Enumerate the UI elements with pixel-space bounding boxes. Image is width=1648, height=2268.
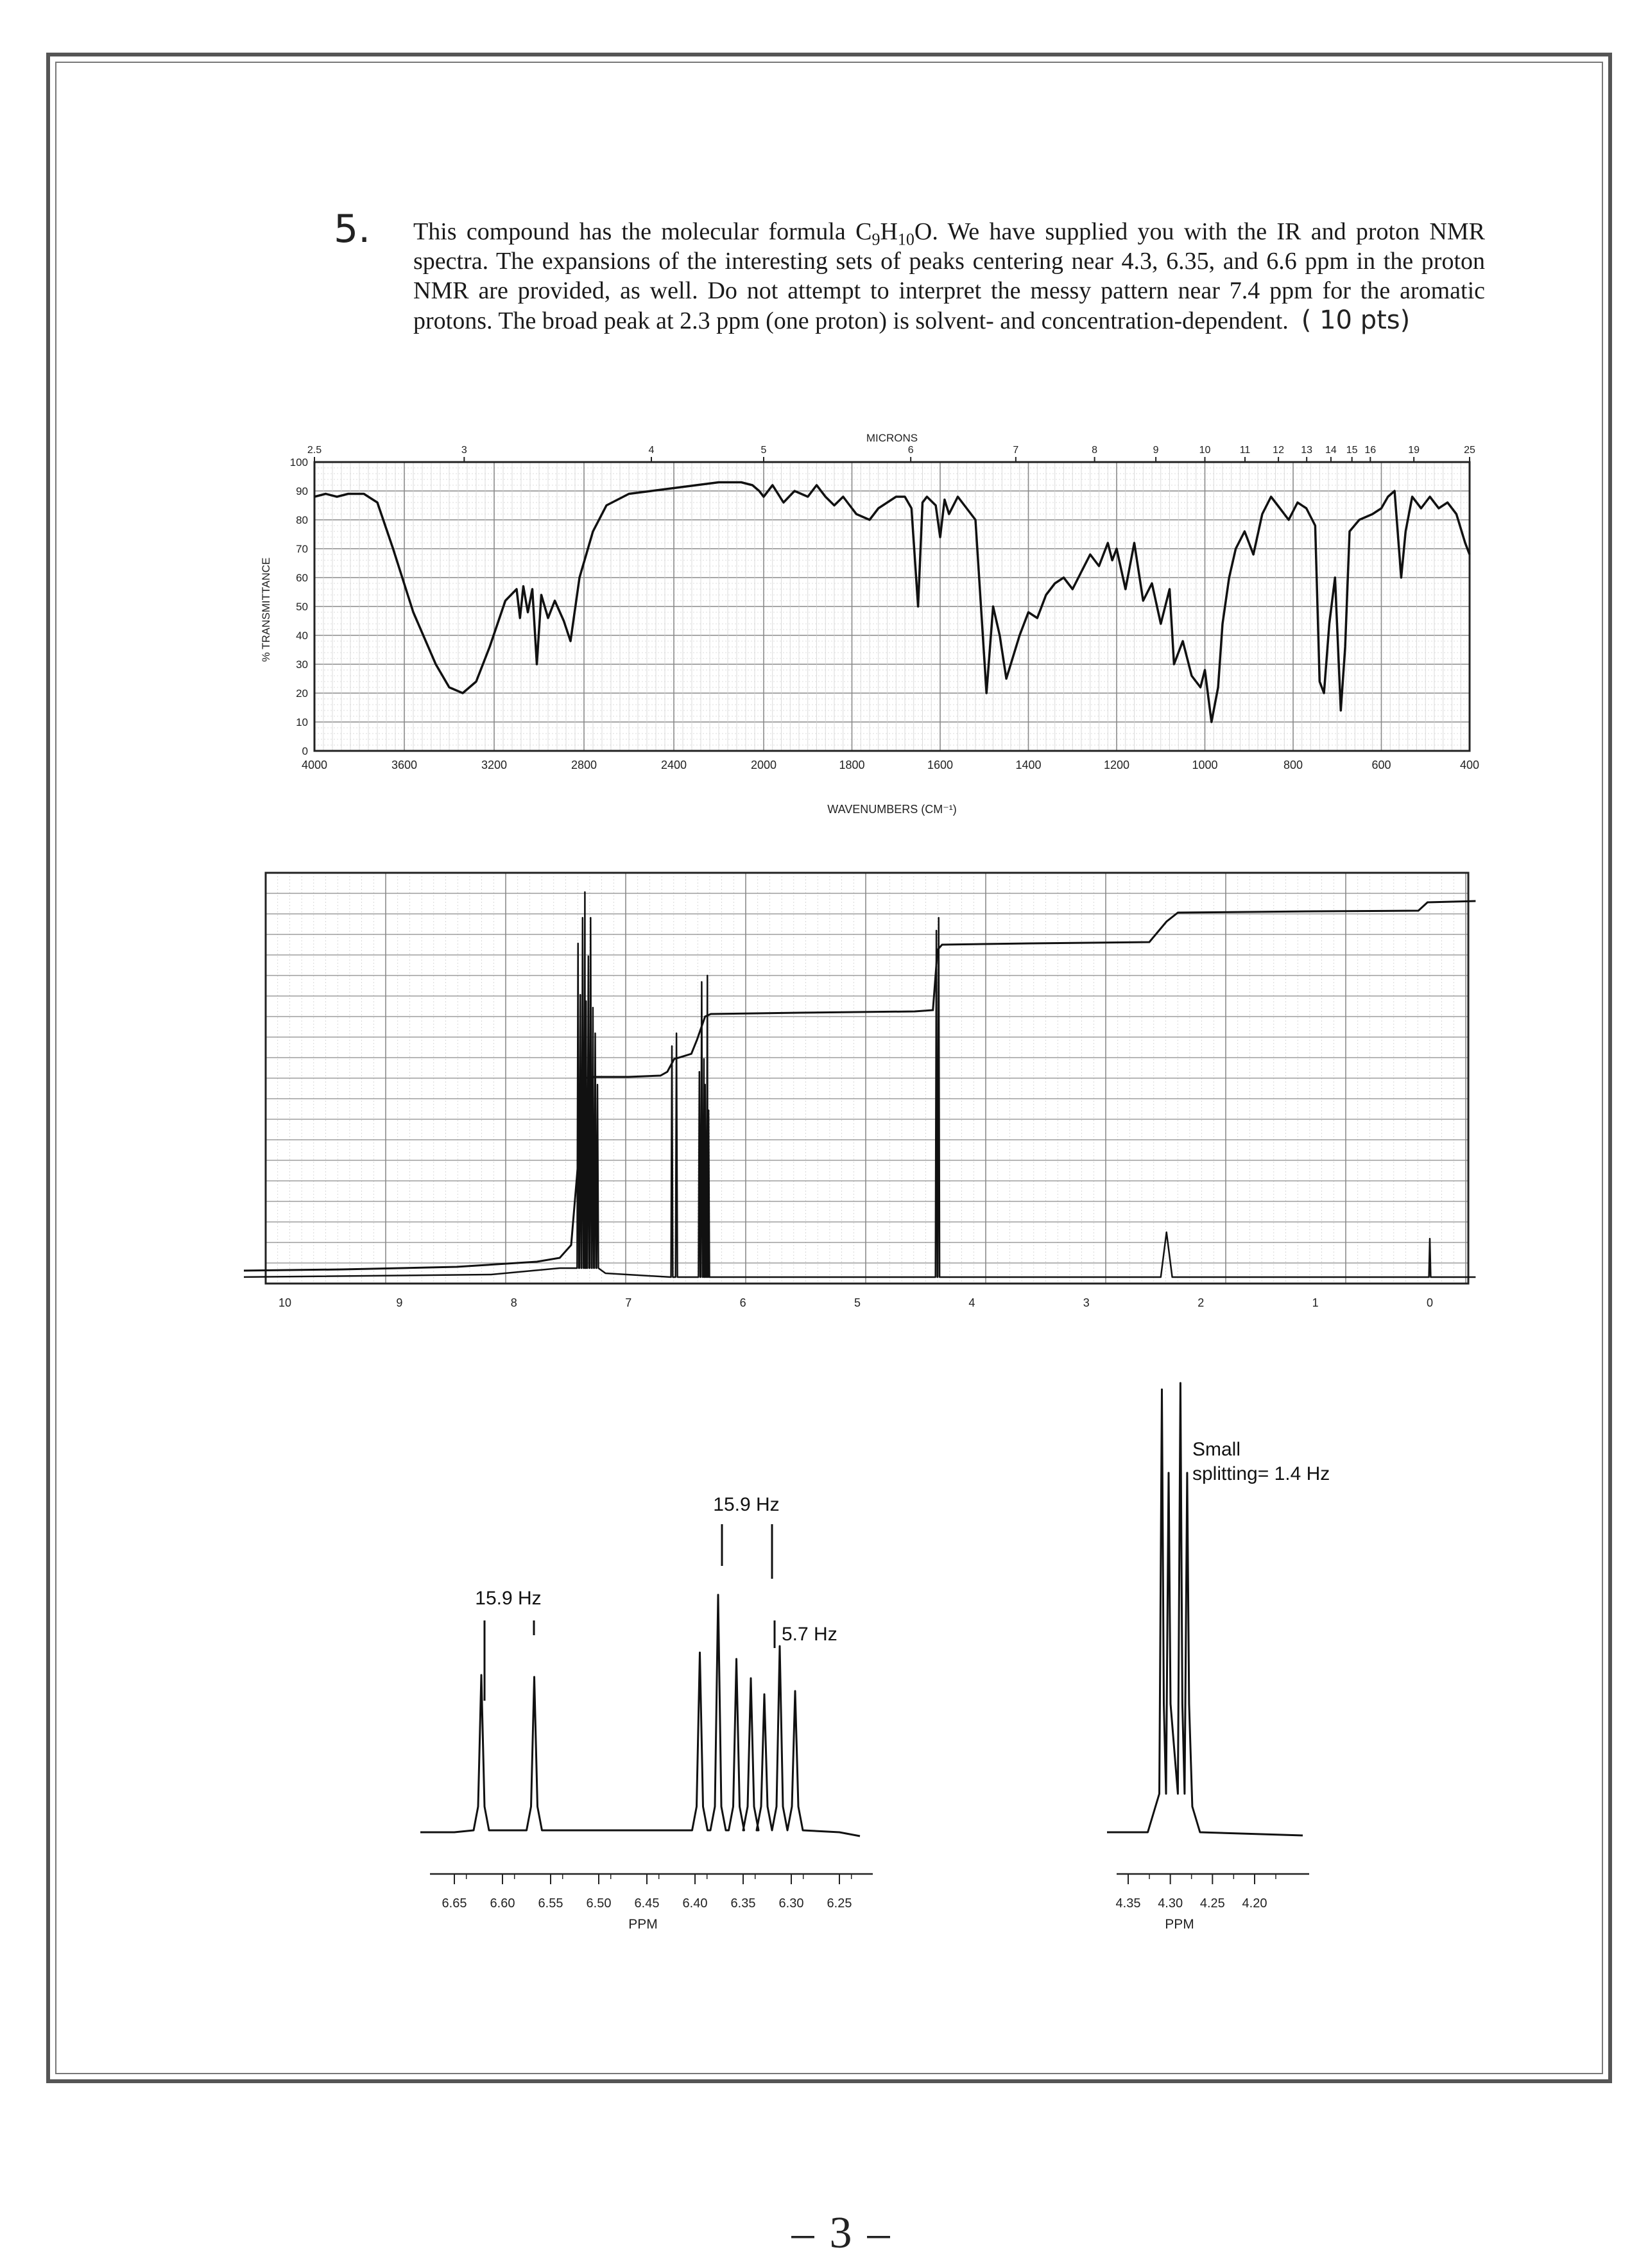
ir-y-tick-label: 60 <box>296 572 308 584</box>
ir-x-tick-label: 2800 <box>571 759 597 771</box>
ir-micron-tick-label: 14 <box>1325 445 1337 456</box>
ir-micron-tick-label: 5 <box>760 445 767 456</box>
ir-x-tick-label: 1200 <box>1103 759 1130 771</box>
ir-y-tick-label: 50 <box>296 601 308 613</box>
nmr-x-ticks <box>279 1296 1433 1309</box>
subscript-hydrogen: 10 <box>897 230 914 249</box>
nmr-grid <box>266 873 1468 1284</box>
ir-micron-tick-label: 16 <box>1364 445 1377 456</box>
ir-spectrum <box>244 424 1489 821</box>
ir-micron-tick-label: 25 <box>1464 445 1475 456</box>
nmr-x-tick-label: 9 <box>396 1296 403 1309</box>
dd-large-coupling-label: 15.9 Hz <box>713 1494 780 1515</box>
question-number: 5. <box>334 207 371 252</box>
nmr-spectrum <box>244 860 1489 1309</box>
ir-y-tick-label: 20 <box>296 687 308 700</box>
nmr-x-tick-label: 7 <box>625 1296 632 1309</box>
nmr-x-tick-label: 4 <box>968 1296 975 1309</box>
expansion-vinyl-tick-label: 6.55 <box>538 1896 563 1911</box>
nmr-x-tick-label: 6 <box>739 1296 746 1309</box>
ir-y-tick-label: 100 <box>289 456 308 468</box>
nmr-x-tick-label: 3 <box>1083 1296 1090 1309</box>
ir-y-tick-label: 80 <box>296 514 308 526</box>
page-number-value: 3 <box>829 2208 852 2258</box>
page-number <box>764 2208 918 2259</box>
expansion-ch2-tick-label: 4.30 <box>1158 1896 1183 1911</box>
ir-x-tick-label: 2400 <box>660 759 687 771</box>
expansion-vinyl-tick-label: 6.65 <box>442 1896 467 1911</box>
ir-x-tick-label: 1800 <box>839 759 865 771</box>
page-number-dash-left: – <box>791 2208 814 2258</box>
ir-micron-tick-label: 8 <box>1092 445 1098 456</box>
expansion-vinyl-tick-label: 6.45 <box>634 1896 660 1911</box>
ir-micron-tick-label: 12 <box>1273 445 1284 456</box>
ir-x-tick-label: 1400 <box>1015 759 1042 771</box>
ir-y-tick-label: 40 <box>296 630 308 642</box>
ir-x-tick-label: 1600 <box>927 759 954 771</box>
expansion-vinyl-tick-label: 6.25 <box>827 1896 852 1911</box>
ir-y-axis-label: % TRANSMITTANCE <box>260 557 272 662</box>
nmr-x-tick-label: 8 <box>510 1296 517 1309</box>
expansion-ch2-tick-label: 4.35 <box>1115 1896 1141 1911</box>
expansion-vinyl-spectrum <box>411 1476 898 1964</box>
expansion-vinyl-tick-label: 6.40 <box>682 1896 708 1911</box>
ir-y-ticks <box>290 456 308 757</box>
ir-x-tick-label: 3600 <box>391 759 418 771</box>
ir-micron-tick-label: 13 <box>1301 445 1313 456</box>
ir-x-tick-label: 4000 <box>301 759 328 771</box>
ir-y-tick-label: 0 <box>302 745 308 757</box>
ir-micron-tick-label: 10 <box>1199 445 1211 456</box>
expansion-ch2-tick-label: 4.25 <box>1199 1896 1225 1911</box>
ir-micron-tick-label: 4 <box>648 445 655 456</box>
ir-y-tick-label: 90 <box>296 485 308 497</box>
ir-y-tick-label: 70 <box>296 543 308 555</box>
doublet-coupling-label: 15.9 Hz <box>475 1588 542 1609</box>
ir-trace <box>314 483 1470 723</box>
expansion-vinyl-x-label: PPM <box>628 1917 658 1932</box>
page-number-dash-right: – <box>867 2208 890 2258</box>
ir-micron-tick-label: 15 <box>1346 445 1358 456</box>
ir-x-tick-label: 3200 <box>481 759 508 771</box>
ir-micron-tick-label: 6 <box>907 445 914 456</box>
ir-micron-tick-label: 7 <box>1013 445 1019 456</box>
subscript-carbon: 9 <box>871 230 880 249</box>
expansion-vinyl-ticks <box>442 1874 852 1911</box>
question-text-part3: O. We have supplied you with the IR and proton NMR spectra. The expansions of the interesting sets of peaks centering near 4.3, 6.35, and 6.6 ppm in the proton NMR are provided, as well. Do not attempt to interpret the messy pattern near 7.4 ppm for the aromatic protons. The broad peak at 2.3 ppm (one proton) is solvent- and concentration-dependent. <box>413 218 1485 334</box>
nmr-x-tick-label: 10 <box>278 1296 292 1309</box>
question-text <box>413 217 1485 336</box>
expansion-ch2-spectrum <box>1104 1373 1540 1964</box>
ir-micron-tick-label: 2.5 <box>307 445 322 456</box>
ir-x-tick-label: 800 <box>1283 759 1303 771</box>
ir-micron-tick-label: 3 <box>461 445 467 456</box>
question-text-part2: H <box>880 218 898 245</box>
nmr-integral-curve <box>244 901 1475 1271</box>
expansion-vinyl-tick-label: 6.35 <box>730 1896 756 1911</box>
nmr-x-tick-label: 1 <box>1312 1296 1319 1309</box>
expansion-ch2-tick-label: 4.20 <box>1242 1896 1267 1911</box>
expansion-ch2-ticks <box>1116 1874 1276 1911</box>
nmr-x-tick-label: 2 <box>1197 1296 1205 1309</box>
expansion-vinyl-tick-label: 6.50 <box>586 1896 612 1911</box>
expansion-vinyl-tick-label: 6.60 <box>490 1896 515 1911</box>
dd-small-coupling-label: 5.7 Hz <box>782 1624 837 1645</box>
nmr-x-tick-label: 0 <box>1426 1296 1434 1309</box>
ir-y-tick-label: 30 <box>296 658 308 671</box>
ir-x-ticks <box>302 759 1479 771</box>
small-splitting-note-line1: Small <box>1192 1439 1241 1460</box>
ir-y-tick-label: 10 <box>296 716 308 728</box>
ir-micron-tick-label: 11 <box>1239 445 1251 456</box>
ir-x-tick-label: 600 <box>1371 759 1391 771</box>
ir-x-tick-label: 2000 <box>750 759 777 771</box>
ir-micron-tick-label: 9 <box>1153 445 1159 456</box>
expansion-vinyl-tick-label: 6.30 <box>778 1896 804 1911</box>
ir-x-tick-label: 1000 <box>1192 759 1218 771</box>
ir-x-tick-label: 400 <box>1459 759 1480 771</box>
nmr-x-tick-label: 5 <box>854 1296 861 1309</box>
expansion-ch2-x-label: PPM <box>1165 1917 1194 1932</box>
ir-top-axis-label: MICRONS <box>866 432 918 444</box>
question-text-part1: This compound has the molecular formula C <box>413 218 872 245</box>
nmr-trace <box>244 892 1475 1277</box>
ir-micron-tick-label: 19 <box>1408 445 1420 456</box>
ir-micron-ticks <box>307 445 1475 462</box>
ir-x-axis-label: WAVENUMBERS (CM⁻¹) <box>827 803 957 816</box>
points-label: ( 10 pts) <box>1301 305 1411 335</box>
small-splitting-note-line2: splitting= 1.4 Hz <box>1192 1463 1330 1484</box>
